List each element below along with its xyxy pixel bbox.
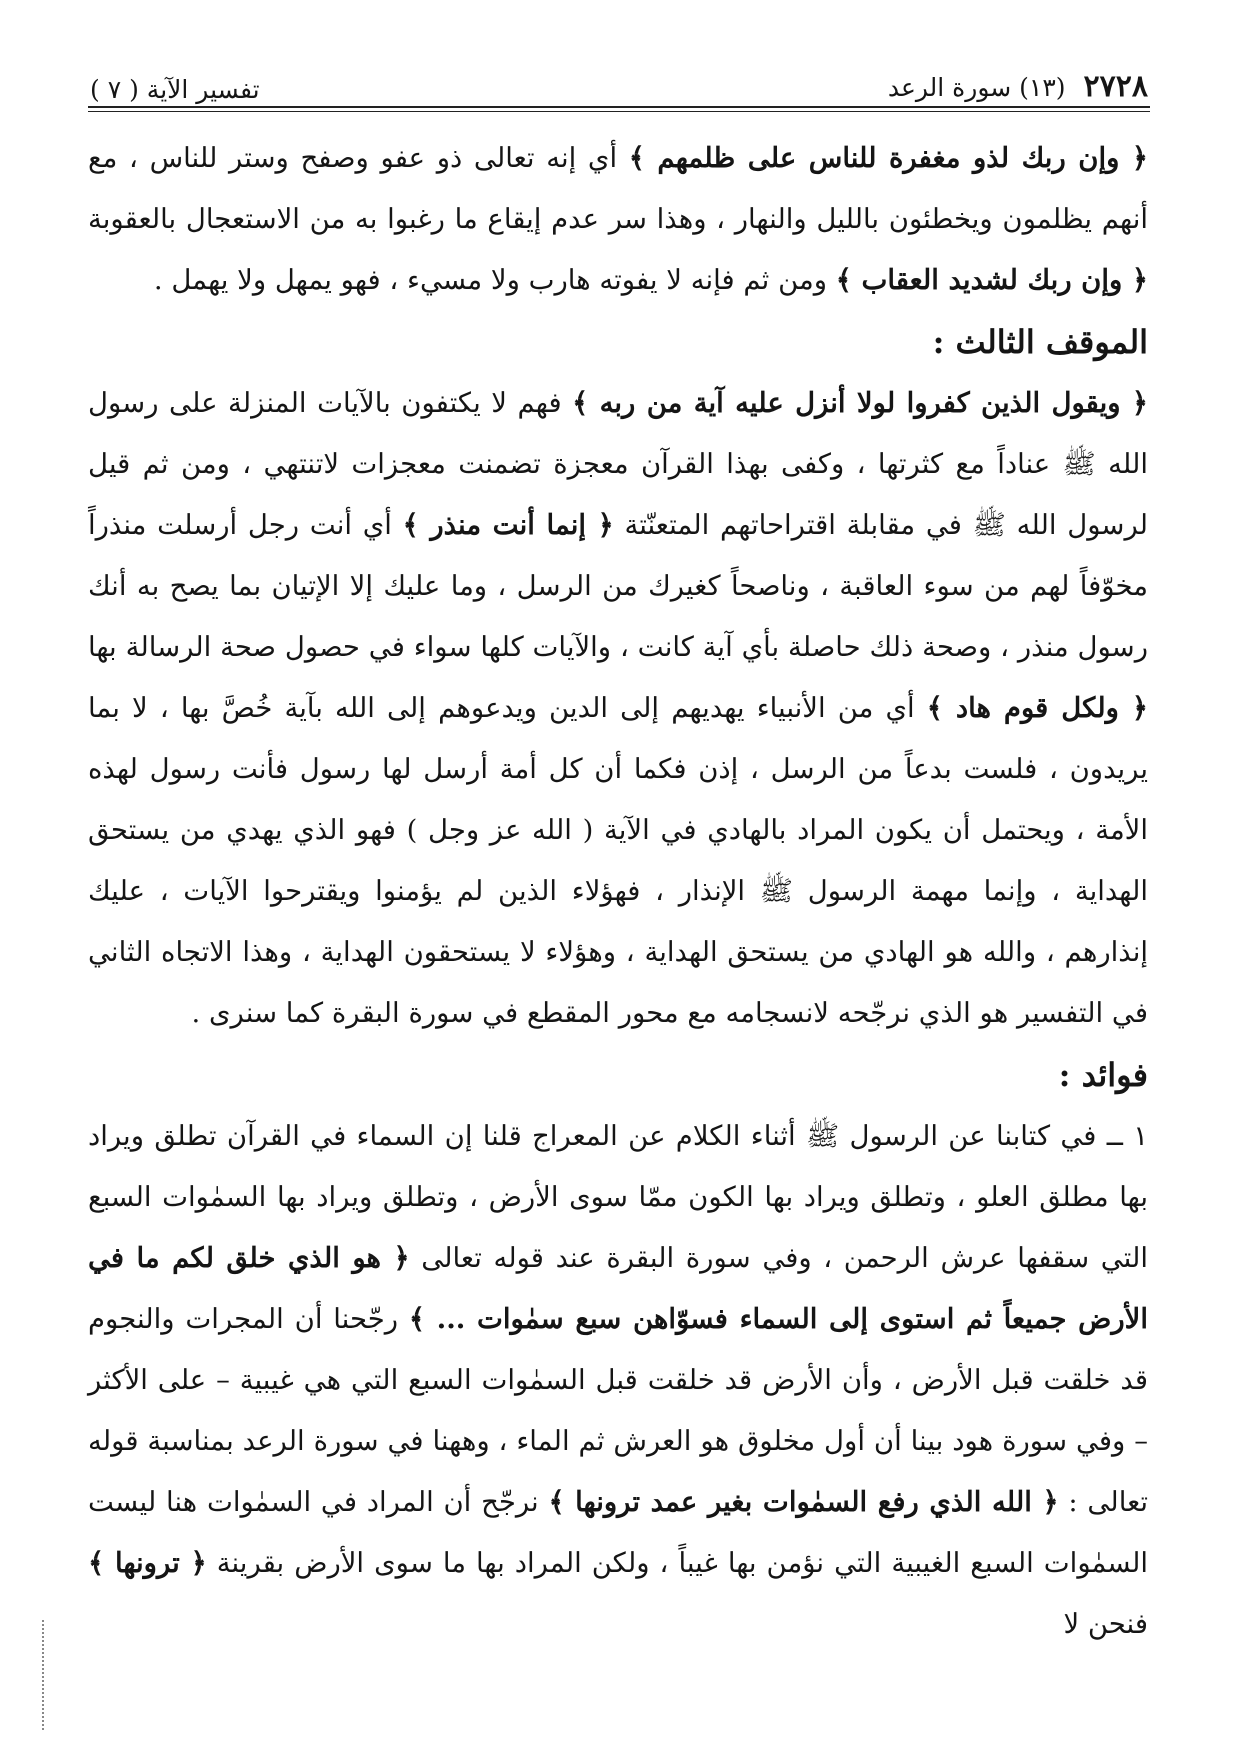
commentary-text: ١ ــ في كتابنا عن الرسول ﷺ أثناء الكلام عن المعراج قلنا إن السماء في القرآن تطلق ويراد بها مطلق العلو ، وتطلق ويراد بها الكون ممّا سوى الأرض ، وتطلق ويراد بها السمٰوات السبع التي سقفها عرش الرحمن ، وفي سورة البقرة عند قوله تعالى — [88, 1120, 1148, 1274]
scan-margin-marks — [42, 1620, 54, 1730]
page-header — [90, 56, 1148, 104]
section-heading-third-stance: الموقف الثالث : — [932, 323, 1148, 361]
header-right-group — [888, 69, 1148, 104]
quran-verse: ﴿ إنما أنت منذر ﴾ — [402, 509, 614, 541]
quran-verse: ﴿ هو الذي خلق لكم ما في الأرض جميعاً ثم استوى إلى السماء فسوّاهن سبع سمٰوات ... ﴾ — [88, 1242, 1149, 1335]
header-rule — [88, 106, 1150, 108]
surah-reference: (١٣) سورة الرعد — [887, 73, 1066, 102]
running-section-title: تفسير الآية ( ٧ ) — [90, 75, 260, 104]
quran-verse: ﴿ الله الذي رفع السمٰوات بغير عمد ترونها ﴾ — [548, 1486, 1059, 1518]
commentary-text: أي إنه تعالى ذو عفو وصفح وستر للناس ، مع أنهم يظلمون ويخطئون بالليل والنهار ، وهذا سر عدم إيقاع ما رغبوا به من الاستعجال بالعقوبة — [88, 142, 1148, 235]
commentary-text: فهم لا يكتفون بالآيات المنزلة على رسول الله ﷺ عناداً مع كثرتها ، وكفى بهذا القرآن معجزة تضمنت معجزات لاتنتهي ، ومن ثم قيل لرسول الله ﷺ في مقابلة اقتراحاتهم المتعنّتة — [88, 387, 1148, 541]
paragraph-1 — [88, 128, 1148, 311]
quran-verse: ﴿ وإن ربك لشديد العقاب ﴾ — [835, 264, 1148, 296]
commentary-text: رجّحنا أن المجرات والنجوم قد خلقت قبل الأرض ، وأن الأرض قد خلقت قبل السمٰوات السبع التي هي غيبية – على الأكثر – وفي سورة هود بينا أن أول مخلوق هو العرش ثم الماء ، وههنا في سورة الرعد بمناسبة قوله تعالى : — [88, 1303, 1148, 1518]
quran-verse: ﴿ ويقول الذين كفروا لولا أنزل عليه آية من ربه ﴾ — [572, 387, 1148, 419]
commentary-text: ومن ثم فإنه لا يفوته هارب ولا مسيء ، فهو يمهل ولا يهمل . — [153, 264, 836, 296]
page-body — [88, 128, 1148, 1712]
paragraph-3 — [88, 1106, 1148, 1655]
commentary-text: أي أنت رجل أرسلت منذراً مخوّفاً لهم من سوء العاقبة ، وناصحاً كغيرك من الرسل ، وما عليك إلا الإتيان بما يصح به أنك رسول منذر ، وصحة ذلك حاصلة بأي آية كانت ، والآيات كلها سواء في حصول صحة الرسالة بها — [88, 509, 1148, 663]
commentary-text: فنحن لا — [1063, 1608, 1148, 1640]
header-rule-thin — [88, 111, 1150, 112]
commentary-text: أي من الأنبياء يهديهم إلى الدين ويدعوهم إلى الله بآية خُصَّ بها ، لا بما يريدون ، فلست بدعاً من الرسل ، إذن فكما أن كل أمة أرسل لها رسول فأنت رسول لهذه الأمة ، ويحتمل أن يكون المراد بالهادي في الآية ( الله عز وجل ) فهو الذي يهدي من يستحق الهداية ، وإنما مهمة الرسول ﷺ الإنذار ، فهؤلاء الذين لم يؤمنوا ويقترحوا الآيات ، عليك إنذارهم ، والله هو الهادي من يستحق الهداية ، وهؤلاء لا يستحقون الهداية ، وهذا الاتجاه الثاني في التفسير هو الذي نرجّحه لانسجامه مع محور المقطع في سورة البقرة كما سنرى . — [88, 692, 1148, 1029]
paragraph-2 — [88, 373, 1148, 1044]
quran-verse: ﴿ ولكل قوم هاد ﴾ — [926, 692, 1148, 724]
quran-verse: ﴿ ترونها ﴾ — [88, 1547, 207, 1579]
section-heading-benefits: فوائد : — [1058, 1056, 1148, 1094]
quran-verse: ﴿ وإن ربك لذو مغفرة للناس على ظلمهم ﴾ — [628, 142, 1148, 174]
commentary-text: نرجّح أن المراد في السمٰوات هنا ليست السمٰوات السبع الغيبية التي نؤمن بها غيباً ، ولكن المراد بها ما سوى الأرض بقرينة — [88, 1486, 1148, 1579]
page-number: ٢٧٢٨ — [1083, 69, 1148, 104]
